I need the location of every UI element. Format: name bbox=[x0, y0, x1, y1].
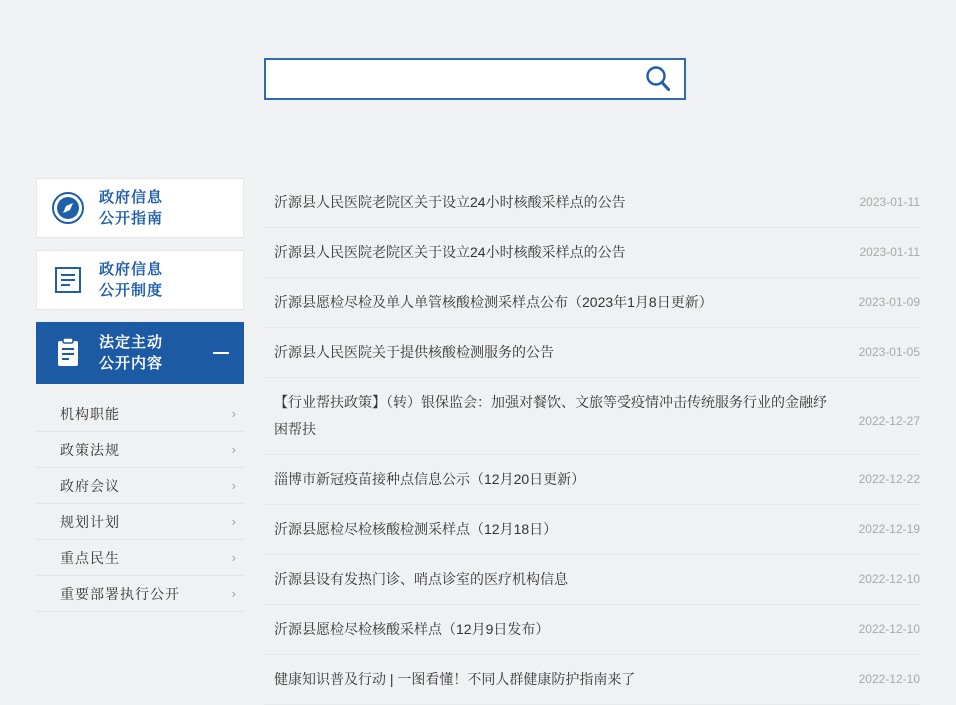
search-input[interactable] bbox=[266, 60, 632, 98]
sidebar-item-organization[interactable] bbox=[36, 396, 244, 432]
sidebar-card-system-label: 政府信息 公开制度 bbox=[99, 261, 164, 299]
news-date: 2022-12-22 bbox=[858, 472, 920, 486]
list-item[interactable] bbox=[264, 505, 920, 555]
list-item[interactable] bbox=[264, 605, 920, 655]
list-item[interactable] bbox=[264, 178, 920, 228]
chevron-right-icon: › bbox=[231, 442, 236, 457]
chevron-right-icon: › bbox=[231, 514, 236, 529]
sidebar-card-system[interactable] bbox=[36, 250, 244, 310]
news-date: 2023-01-09 bbox=[858, 295, 920, 309]
list-item[interactable] bbox=[264, 555, 920, 605]
chevron-right-icon: › bbox=[231, 406, 236, 421]
list-item[interactable] bbox=[264, 278, 920, 328]
sidebar-item-deployment[interactable] bbox=[36, 576, 244, 612]
sidebar-card-guide-label: 政府信息 公开指南 bbox=[99, 189, 164, 227]
sidebar-item-label: 机构职能 bbox=[60, 405, 120, 422]
list-item[interactable] bbox=[264, 378, 920, 455]
news-title[interactable]: 沂源县设有发热门诊、哨点诊室的医疗机构信息 bbox=[274, 571, 568, 587]
collapse-icon[interactable] bbox=[213, 352, 229, 354]
search-icon bbox=[643, 64, 673, 94]
list-item[interactable] bbox=[264, 328, 920, 378]
sidebar-item-livelihood[interactable] bbox=[36, 540, 244, 576]
sidebar-item-label: 规划计划 bbox=[60, 513, 120, 530]
sidebar-item-label: 重要部署执行公开 bbox=[60, 585, 180, 602]
chevron-right-icon: › bbox=[231, 478, 236, 493]
news-title[interactable]: 沂源县愿检尽检核酸采样点（12月9日发布） bbox=[274, 621, 550, 637]
news-date: 2022-12-10 bbox=[858, 622, 920, 636]
sidebar-card-statutory-label: 法定主动 公开内容 bbox=[99, 334, 164, 372]
list-item[interactable] bbox=[264, 228, 920, 278]
document-icon bbox=[37, 251, 99, 309]
news-date: 2023-01-05 bbox=[858, 345, 920, 359]
news-title[interactable]: 沂源县愿检尽检核酸检测采样点（12月18日） bbox=[274, 521, 558, 537]
sidebar bbox=[36, 178, 244, 612]
search-bar bbox=[264, 58, 686, 100]
news-title[interactable]: 淄博市新冠疫苗接种点信息公示（12月20日更新） bbox=[274, 471, 586, 487]
sidebar-item-planning[interactable] bbox=[36, 504, 244, 540]
news-date: 2022-12-10 bbox=[858, 672, 920, 686]
list-item[interactable] bbox=[264, 455, 920, 505]
sidebar-item-policy[interactable] bbox=[36, 432, 244, 468]
list-item[interactable] bbox=[264, 655, 920, 705]
news-date: 2023-01-11 bbox=[859, 245, 920, 259]
news-title[interactable]: 【行业帮扶政策】（转）银保监会：加强对餐饮、文旅等受疫情冲击传统服务行业的金融纾困帮扶 bbox=[274, 394, 827, 437]
news-date: 2022-12-19 bbox=[858, 522, 920, 536]
search-button[interactable] bbox=[632, 60, 684, 98]
news-title[interactable]: 沂源县人民医院关于提供核酸检测服务的公告 bbox=[274, 344, 554, 360]
chevron-right-icon: › bbox=[231, 586, 236, 601]
news-title[interactable]: 沂源县人民医院老院区关于设立24小时核酸采样点的公告 bbox=[274, 244, 626, 260]
sidebar-item-meetings[interactable] bbox=[36, 468, 244, 504]
news-date: 2022-12-27 bbox=[858, 414, 920, 428]
sidebar-item-label: 政策法规 bbox=[60, 441, 120, 458]
clipboard-icon bbox=[37, 323, 99, 383]
news-date: 2023-01-11 bbox=[859, 195, 920, 209]
sidebar-card-statutory[interactable] bbox=[36, 322, 244, 384]
news-list bbox=[264, 178, 920, 705]
sidebar-item-label: 政府会议 bbox=[60, 477, 120, 494]
news-title[interactable]: 健康知识普及行动 | 一图看懂！不同人群健康防护指南来了 bbox=[274, 671, 636, 687]
compass-icon bbox=[37, 179, 99, 237]
news-title[interactable]: 沂源县人民医院老院区关于设立24小时核酸采样点的公告 bbox=[274, 194, 626, 210]
chevron-right-icon: › bbox=[231, 550, 236, 565]
sidebar-sub-list bbox=[36, 396, 244, 612]
news-date: 2022-12-10 bbox=[858, 572, 920, 586]
news-title[interactable]: 沂源县愿检尽检及单人单管核酸检测采样点公布（2023年1月8日更新） bbox=[274, 294, 713, 310]
sidebar-card-guide[interactable] bbox=[36, 178, 244, 238]
sidebar-item-label: 重点民生 bbox=[60, 549, 120, 566]
